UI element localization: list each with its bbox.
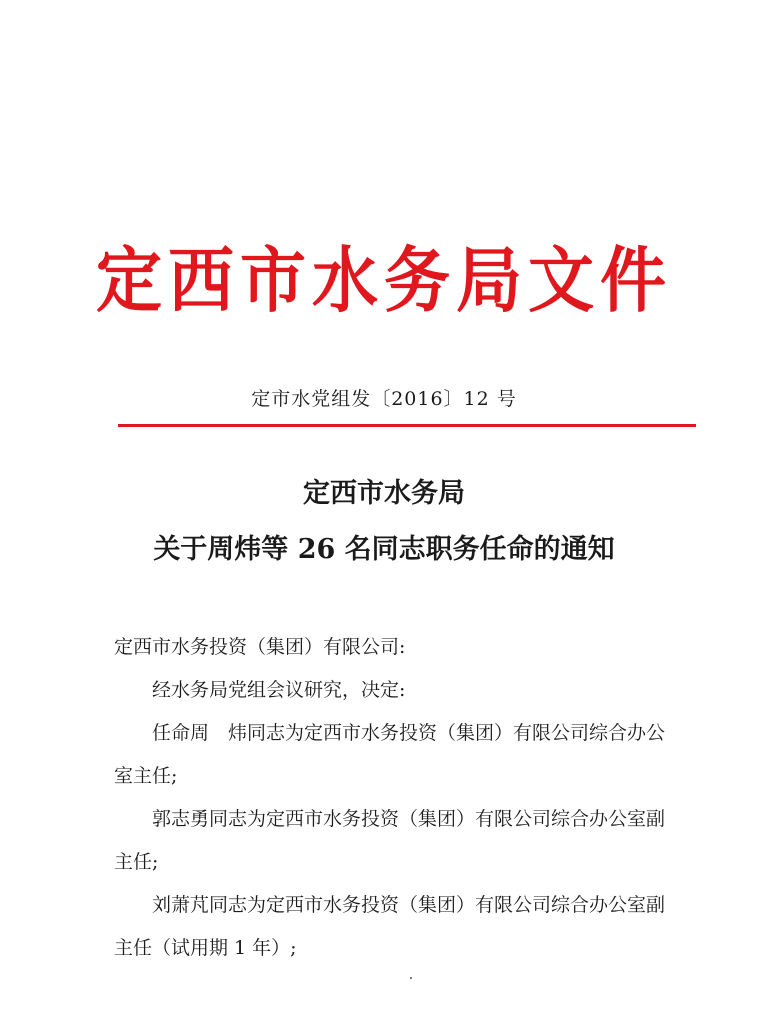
document-number: 定市水党组发〔2016〕12 号	[251, 388, 517, 410]
body-paragraph: 刘萧芃同志为定西市水务投资（集团）有限公司综合办公室副主任（试用期 1 年）;	[114, 894, 666, 959]
body-paragraph: 郭志勇同志为定西市水务投资（集团）有限公司综合办公室副主任;	[114, 808, 666, 873]
red-divider-line	[118, 424, 696, 427]
masthead-title: 定西市水务局文件	[96, 238, 672, 323]
body-paragraph: 任命周 炜同志为定西市水务投资（集团）有限公司综合办公室主任;	[114, 722, 666, 787]
notice-body	[114, 626, 674, 970]
notice-title-line-1: 定西市水务局	[303, 478, 465, 509]
addressee: 定西市水务投资（集团）有限公司:	[114, 636, 406, 658]
scan-speck	[410, 977, 412, 979]
body-paragraph: 经水务局党组会议研究，决定:	[152, 679, 406, 701]
notice-title-line-2: 关于周炜等 26 名同志职务任命的通知	[153, 534, 615, 565]
